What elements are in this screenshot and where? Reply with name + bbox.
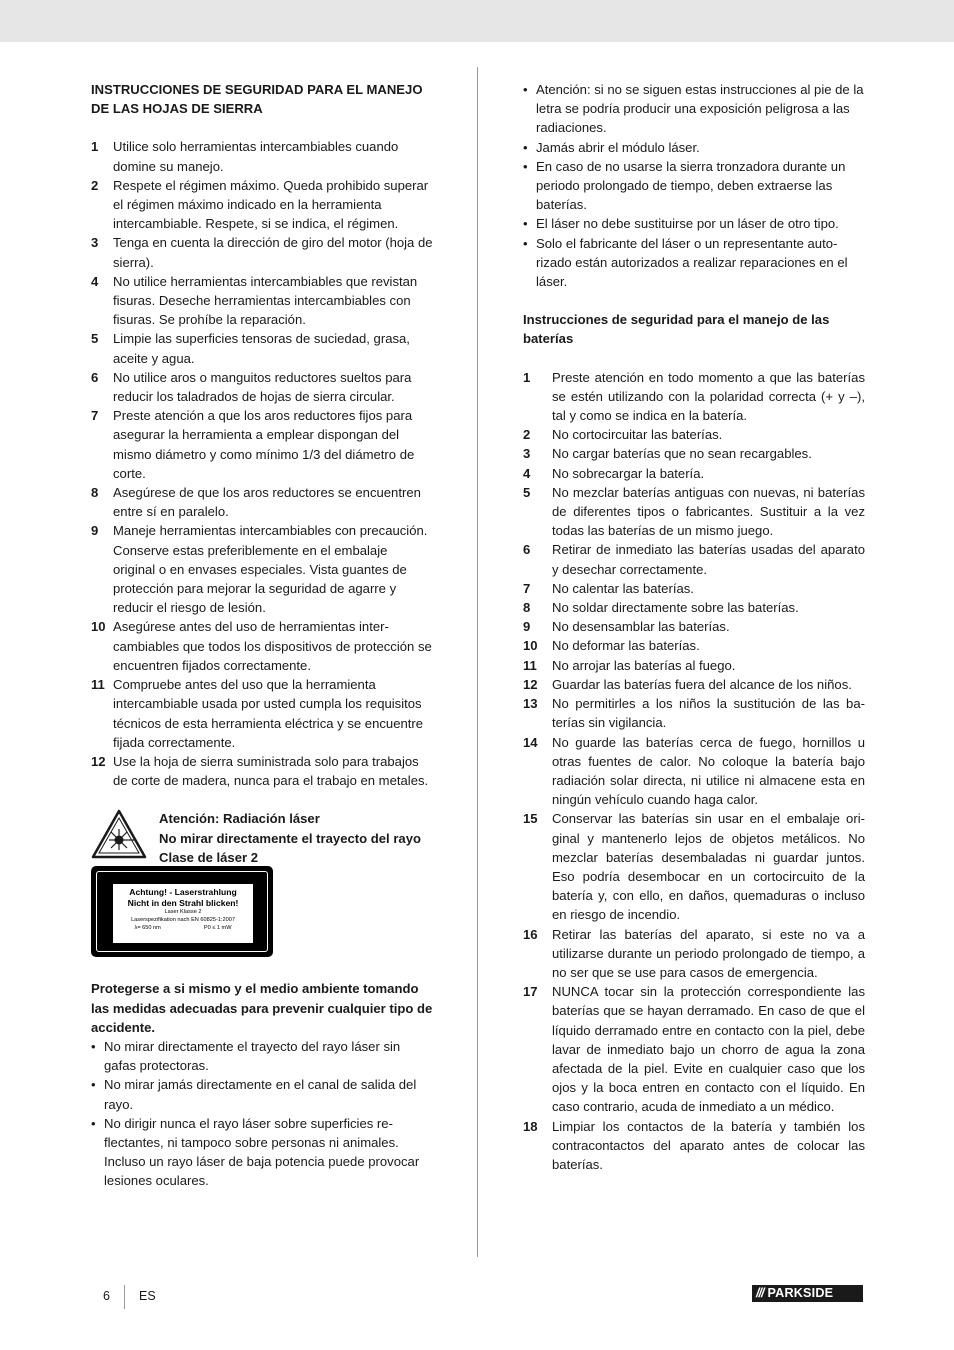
saw-blade-heading: INSTRUCCIONES DE SEGURIDAD PARA EL MANEJO DE LAS HOJAS DE SIERRA [91,82,423,117]
list-item: • No mirar jamás directamente en el canal de salida del rayo. [91,1077,417,1112]
left-column [91,80,433,1191]
list-item: 13 No permitirles a los niños la sustitución de las baterías sin vigilancia. [523,696,865,731]
list-item: 3 No cargar baterías que no sean recargables. [523,446,812,462]
laser-bullet-list [91,1037,433,1191]
laser-warning-icon [91,809,147,859]
laser-class-label [91,866,273,957]
list-item: 1 Utilice solo herramientas intercambiables cuando domine su manejo. [91,139,399,174]
list-item: 8 Asegúrese de que los aros reductores se encuentren entre sí en paralelo. [91,485,421,520]
list-item: 15 Conservar las baterías sin usar en el embalaje original y mantenerlo lejos de objetos metálicos. No mezclar baterías desembaladas ni guardar juntos. Eso podría desembocar en un cortocircuito de la batería y, con ello, en daños, quemaduras o incluso en riesgo de incendio. [523,811,865,923]
list-item: 9 Maneje herramientas intercambiables con precaución. Conserve estas preferiblemente en el embalaje original o en envases especiales. Vista guantes de protección para mejorar la seguridad de agarre y reducir el riesgo de lesión. [91,523,428,616]
list-item: 18 Limpiar los contactos de la batería y también los contracontactos del aparato antes de colocar las baterías. [523,1118,865,1172]
list-item: 4 No utilice herramientas intercambiables que revistan fisuras. Deseche herramientas intercambiables con fisuras. Se prohíbe la reparación. [91,273,418,328]
list-item: 2 Respete el régimen máximo. Queda prohibido superar el régimen máximo indicado en la herramienta intercambiable. Respete, si se indica, el régimen. [91,177,429,232]
parkside-logo: /// PARKSIDE [752,1285,863,1302]
list-item: 14 No guarde las baterías cerca de fuego, hornillos u otras fuentes de calor. No coloque la batería bajo radiación solar directa, ni utilice ni almacene esta en ningún vehículo cuando haga calor. [523,734,865,808]
laser-label-text-panel: Achtung! - Laserstrahlung Nicht in den Strahl blicken! Laser Klasse 2 Laserspezifikation nach EN 60825-1:2007 λ= 650 nm P0 ≤ 1 mW [113,884,253,943]
list-item: • No mirar directamente el trayecto del rayo láser sin gafas protectoras. [91,1038,401,1074]
list-item: 9 No desensamblar las baterías. [523,619,730,635]
list-item: 10 Asegúrese antes del uso de herramientas intercambiables que todos los dispositivos de protección se encuentren fijados correctamente. [91,619,432,673]
list-item: • En caso de no usarse la sierra tronzadora durante un periodo prolongado de tiempo, deben extraerse las baterías. [523,158,846,213]
list-item: 11 No arrojar las baterías al fuego. [523,657,736,673]
list-item: • Atención: si no se siguen estas instrucciones al pie de la letra se podría producir una exposición peligrosa a las radiaciones. [523,82,864,136]
list-item: • No dirigir nunca el rayo láser sobre superficies reflectantes, ni tampoco sobre personas ni animales. Incluso un rayo láser de baja potencia puede provocar lesiones oculares. [91,1115,420,1189]
column-divider [477,67,478,1257]
list-item: 4 No sobrecargar la batería. [523,465,705,481]
list-item: 5 Limpie las superficies tensoras de suciedad, grasa, aceite y agua. [91,331,410,366]
saw-blade-list [91,137,433,790]
protect-heading: Protegerse a si mismo y el medio ambiente tomando las medidas adecuadas para prevenir cualquier tipo de accidente. [91,981,433,1035]
list-item: 8 No soldar directamente sobre las baterías. [523,600,799,616]
list-item: 6 Retirar de inmediato las baterías usadas del aparato y desechar correctamente. [523,542,865,577]
language-code: ES [139,1289,156,1303]
list-item: 12 Guardar las baterías fuera del alcance de los niños. [523,676,852,692]
list-item: • Jamás abrir el módulo láser. [523,139,700,155]
list-item: 7 No calentar las baterías. [523,580,694,596]
list-item: 11 Compruebe antes del uso que la herramienta intercambiable usada por usted cumpla los requisitos técnicos de esta herramienta eléctrica y se encuentre fijada correctamente. [91,677,424,750]
list-item: 17 NUNCA tocar sin la protección correspondiente las baterías que se hayan derramado. En caso de que el líquido derramado entre en contacto con la piel, debe lavar de inmediato bajo un chorro de agua la zona afectada de la piel. Evite en cualquier caso que los ojos y la boca entren en contacto con el líquido. En caso contrario, acuda de inmediato a un médico. [523,984,865,1115]
list-item: 7 Preste atención a que los aros reductores fijos para asegurar la herramienta a emplear dispongan del mismo diámetro y como mínimo 1/3 del diámetro de corte. [91,408,415,481]
list-item: 16 Retirar las baterías del aparato, si este no va a utilizarse durante un periodo prolongado de tiempo, a no ser que se use para casos de emergencia. [523,926,865,980]
list-item: 12 Use la hoja de sierra suministrada solo para trabajos de corte de madera, nunca para el trabajo en metales. [91,753,429,789]
list-item: 5 No mezclar baterías antiguas con nuevas, ni baterías de diferentes tipos o fabricantes. Sustituir a la vez todas las baterías de un mismo juego. [523,484,865,539]
list-item: 2 No cortocircuitar las baterías. [523,427,723,443]
top-bar [0,0,954,42]
laser-warning-text: Atención: Radiación láser No mirar directamente el trayecto del rayo Clase de láser 2 [159,811,421,865]
right-column [523,80,865,1174]
laser-warning-block [91,809,433,959]
footer-separator [124,1285,125,1309]
list-item: 6 No utilice aros o manguitos reductores sueltos para reducir los taladrados de hojas de sierra circular. [91,369,412,405]
list-item: 1 Preste atención en todo momento a que las baterías se estén utilizando con la polaridad correcta (+ y –), tal y como se indica en la batería. [523,369,865,424]
page-number: 6 [103,1289,110,1303]
list-item: • El láser no debe sustituirse por un láser de otro tipo. [523,216,839,232]
list-item: • Solo el fabricante del láser o un representante autorizado están autorizados a realizar reparaciones en el láser. [523,235,848,290]
battery-heading: Instrucciones de seguridad para el manejo de las baterías [523,312,830,347]
list-item: 3 Tenga en cuenta la dirección de giro del motor (hoja de sierra). [91,235,433,270]
battery-list [523,368,865,1175]
laser-bullet-list-continued [523,80,865,291]
list-item: 10 No deformar las baterías. [523,638,700,654]
